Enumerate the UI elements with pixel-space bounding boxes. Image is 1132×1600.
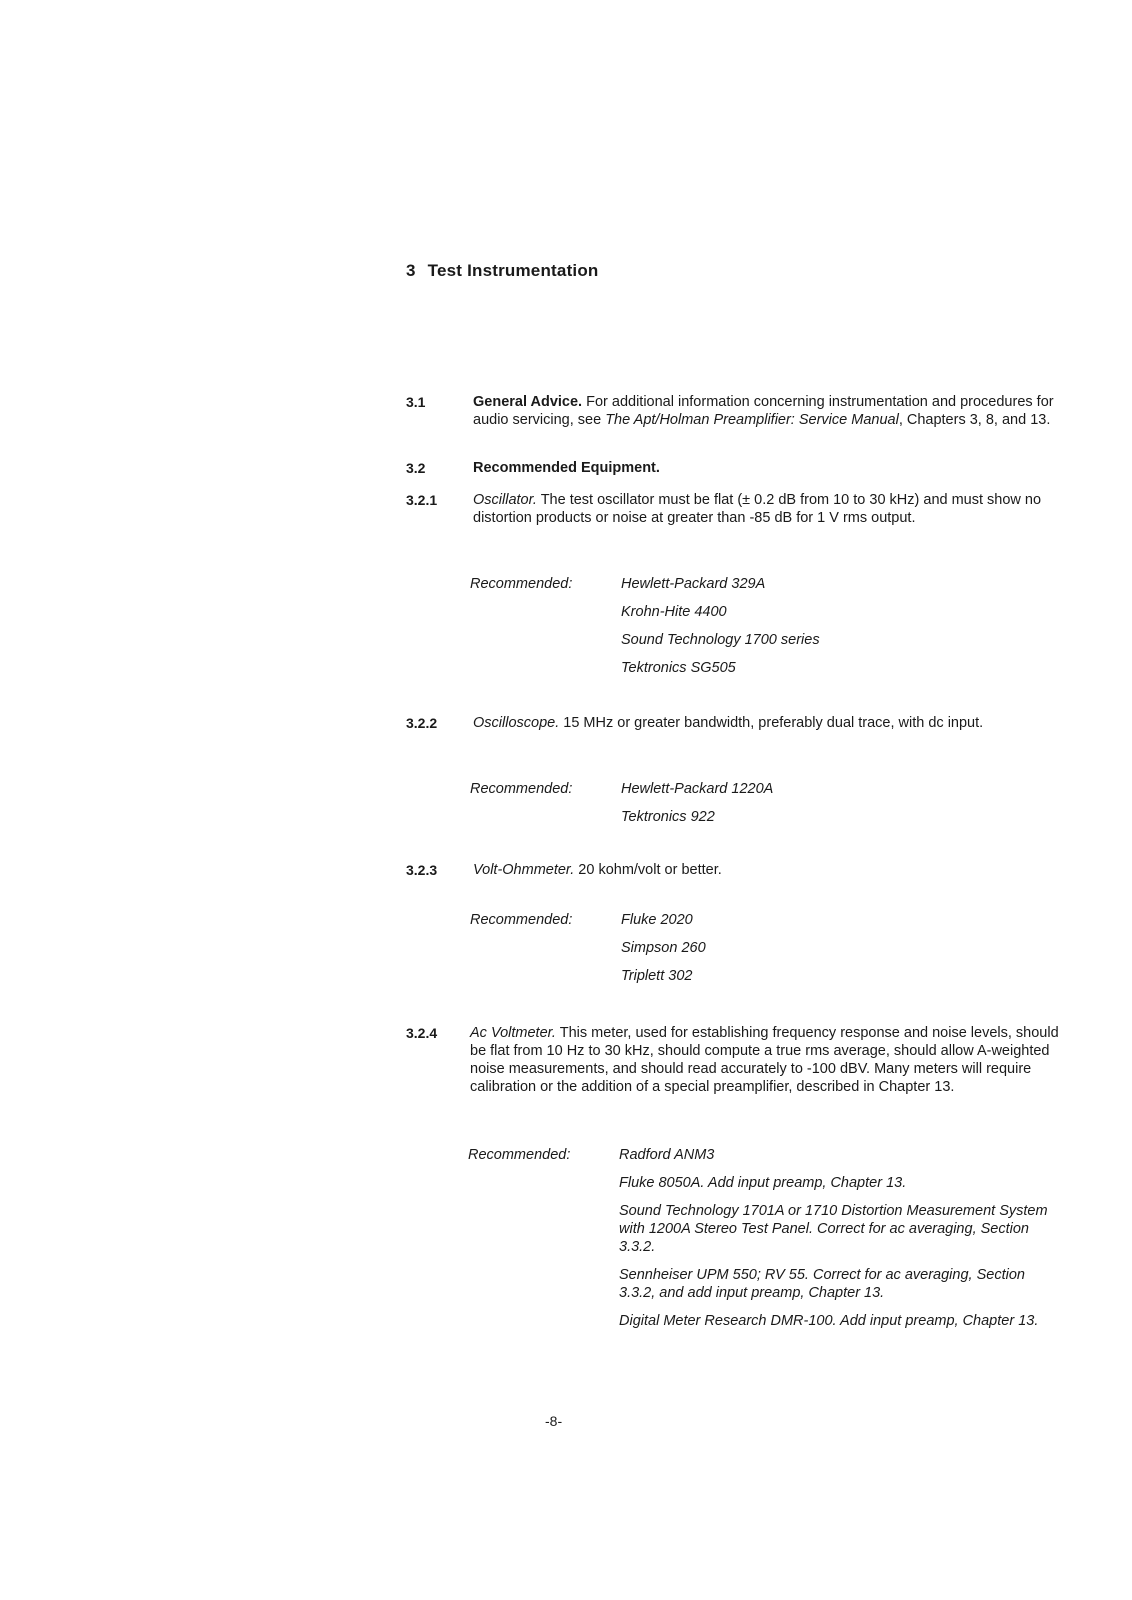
recommended-label: Recommended:	[470, 781, 573, 797]
recommended-list	[621, 911, 1061, 985]
section-body	[473, 861, 1063, 879]
section-text: 20 kohm/volt or better.	[574, 862, 722, 878]
list-item: Digital Meter Research DMR-100. Add input preamp, Chapter 13.	[619, 1313, 1039, 1329]
list-item: Fluke 2020	[621, 912, 693, 928]
section-lead: Oscillator.	[473, 492, 537, 508]
recommended-list	[621, 780, 1061, 826]
section-reference: The Apt/Holman Preamplifier: Service Manual	[605, 412, 899, 428]
section-text: For additional information concerning instrumentation and procedures for audio servicing, see	[473, 394, 1054, 428]
section-number: 3.1	[406, 394, 426, 410]
section-number: 3.2.4	[406, 1025, 438, 1041]
section-number: 3.2.3	[406, 862, 438, 878]
chapter-title-text: Test Instrumentation	[427, 261, 599, 280]
section-body	[473, 459, 1063, 477]
list-item: Sennheiser UPM 550; RV 55. Correct for ac averaging, Section 3.3.2, and add input preamp, Chapter 13.	[619, 1267, 1025, 1301]
chapter-title	[406, 261, 599, 281]
section-number: 3.2	[406, 460, 426, 476]
list-item: Triplett 302	[621, 968, 693, 984]
recommended-list	[621, 575, 1061, 677]
recommended-label: Recommended:	[470, 576, 573, 592]
section-lead: General Advice.	[473, 394, 583, 410]
section-body	[473, 491, 1063, 527]
recommended-label: Recommended:	[470, 912, 573, 928]
section-lead: Volt-Ohmmeter.	[473, 862, 575, 878]
list-item: Fluke 8050A. Add input preamp, Chapter 13.	[619, 1175, 907, 1191]
chapter-number: 3	[406, 261, 416, 280]
section-lead: Recommended Equipment.	[473, 460, 660, 476]
list-item: Tektronics 922	[621, 809, 715, 825]
list-item: Sound Technology 1701A or 1710 Distortion Measurement System with 1200A Stereo Test Panel. Correct for ac averaging, Section 3.3.2.	[619, 1203, 1048, 1255]
list-item: Hewlett-Packard 1220A	[621, 781, 774, 797]
list-item: Krohn-Hite 4400	[621, 604, 727, 620]
section-text: 15 MHz or greater bandwidth, preferably dual trace, with dc input.	[559, 715, 984, 731]
recommended-label: Recommended:	[468, 1147, 571, 1163]
section-body	[470, 1024, 1062, 1096]
section-lead: Ac Voltmeter.	[470, 1025, 556, 1041]
recommended-list	[619, 1146, 1051, 1330]
list-item: Hewlett-Packard 329A	[621, 576, 766, 592]
section-text-end: , Chapters 3, 8, and 13.	[898, 412, 1051, 428]
section-text: This meter, used for establishing frequency response and noise levels, should be flat from 10 Hz to 30 kHz, should compute a true rms average, should allow A-weighted noise measurements, and should read accurately to -100 dBV. Many meters will require calibration or the addition of a special preamplifier, described in Chapter 13.	[470, 1025, 1059, 1095]
list-item: Radford ANM3	[619, 1147, 715, 1163]
section-text: The test oscillator must be flat (± 0.2 dB from 10 to 30 kHz) and must show no distortion products or noise at greater than -85 dB for 1 V rms output.	[473, 492, 1042, 526]
list-item: Simpson 260	[621, 940, 706, 956]
page-number: -8-	[545, 1413, 563, 1429]
section-lead: Oscilloscope.	[473, 715, 560, 731]
section-body	[473, 393, 1063, 429]
section-number: 3.2.1	[406, 492, 438, 508]
list-item: Tektronics SG505	[621, 660, 736, 676]
section-number: 3.2.2	[406, 715, 438, 731]
section-body	[473, 714, 1063, 732]
list-item: Sound Technology 1700 series	[621, 632, 820, 648]
